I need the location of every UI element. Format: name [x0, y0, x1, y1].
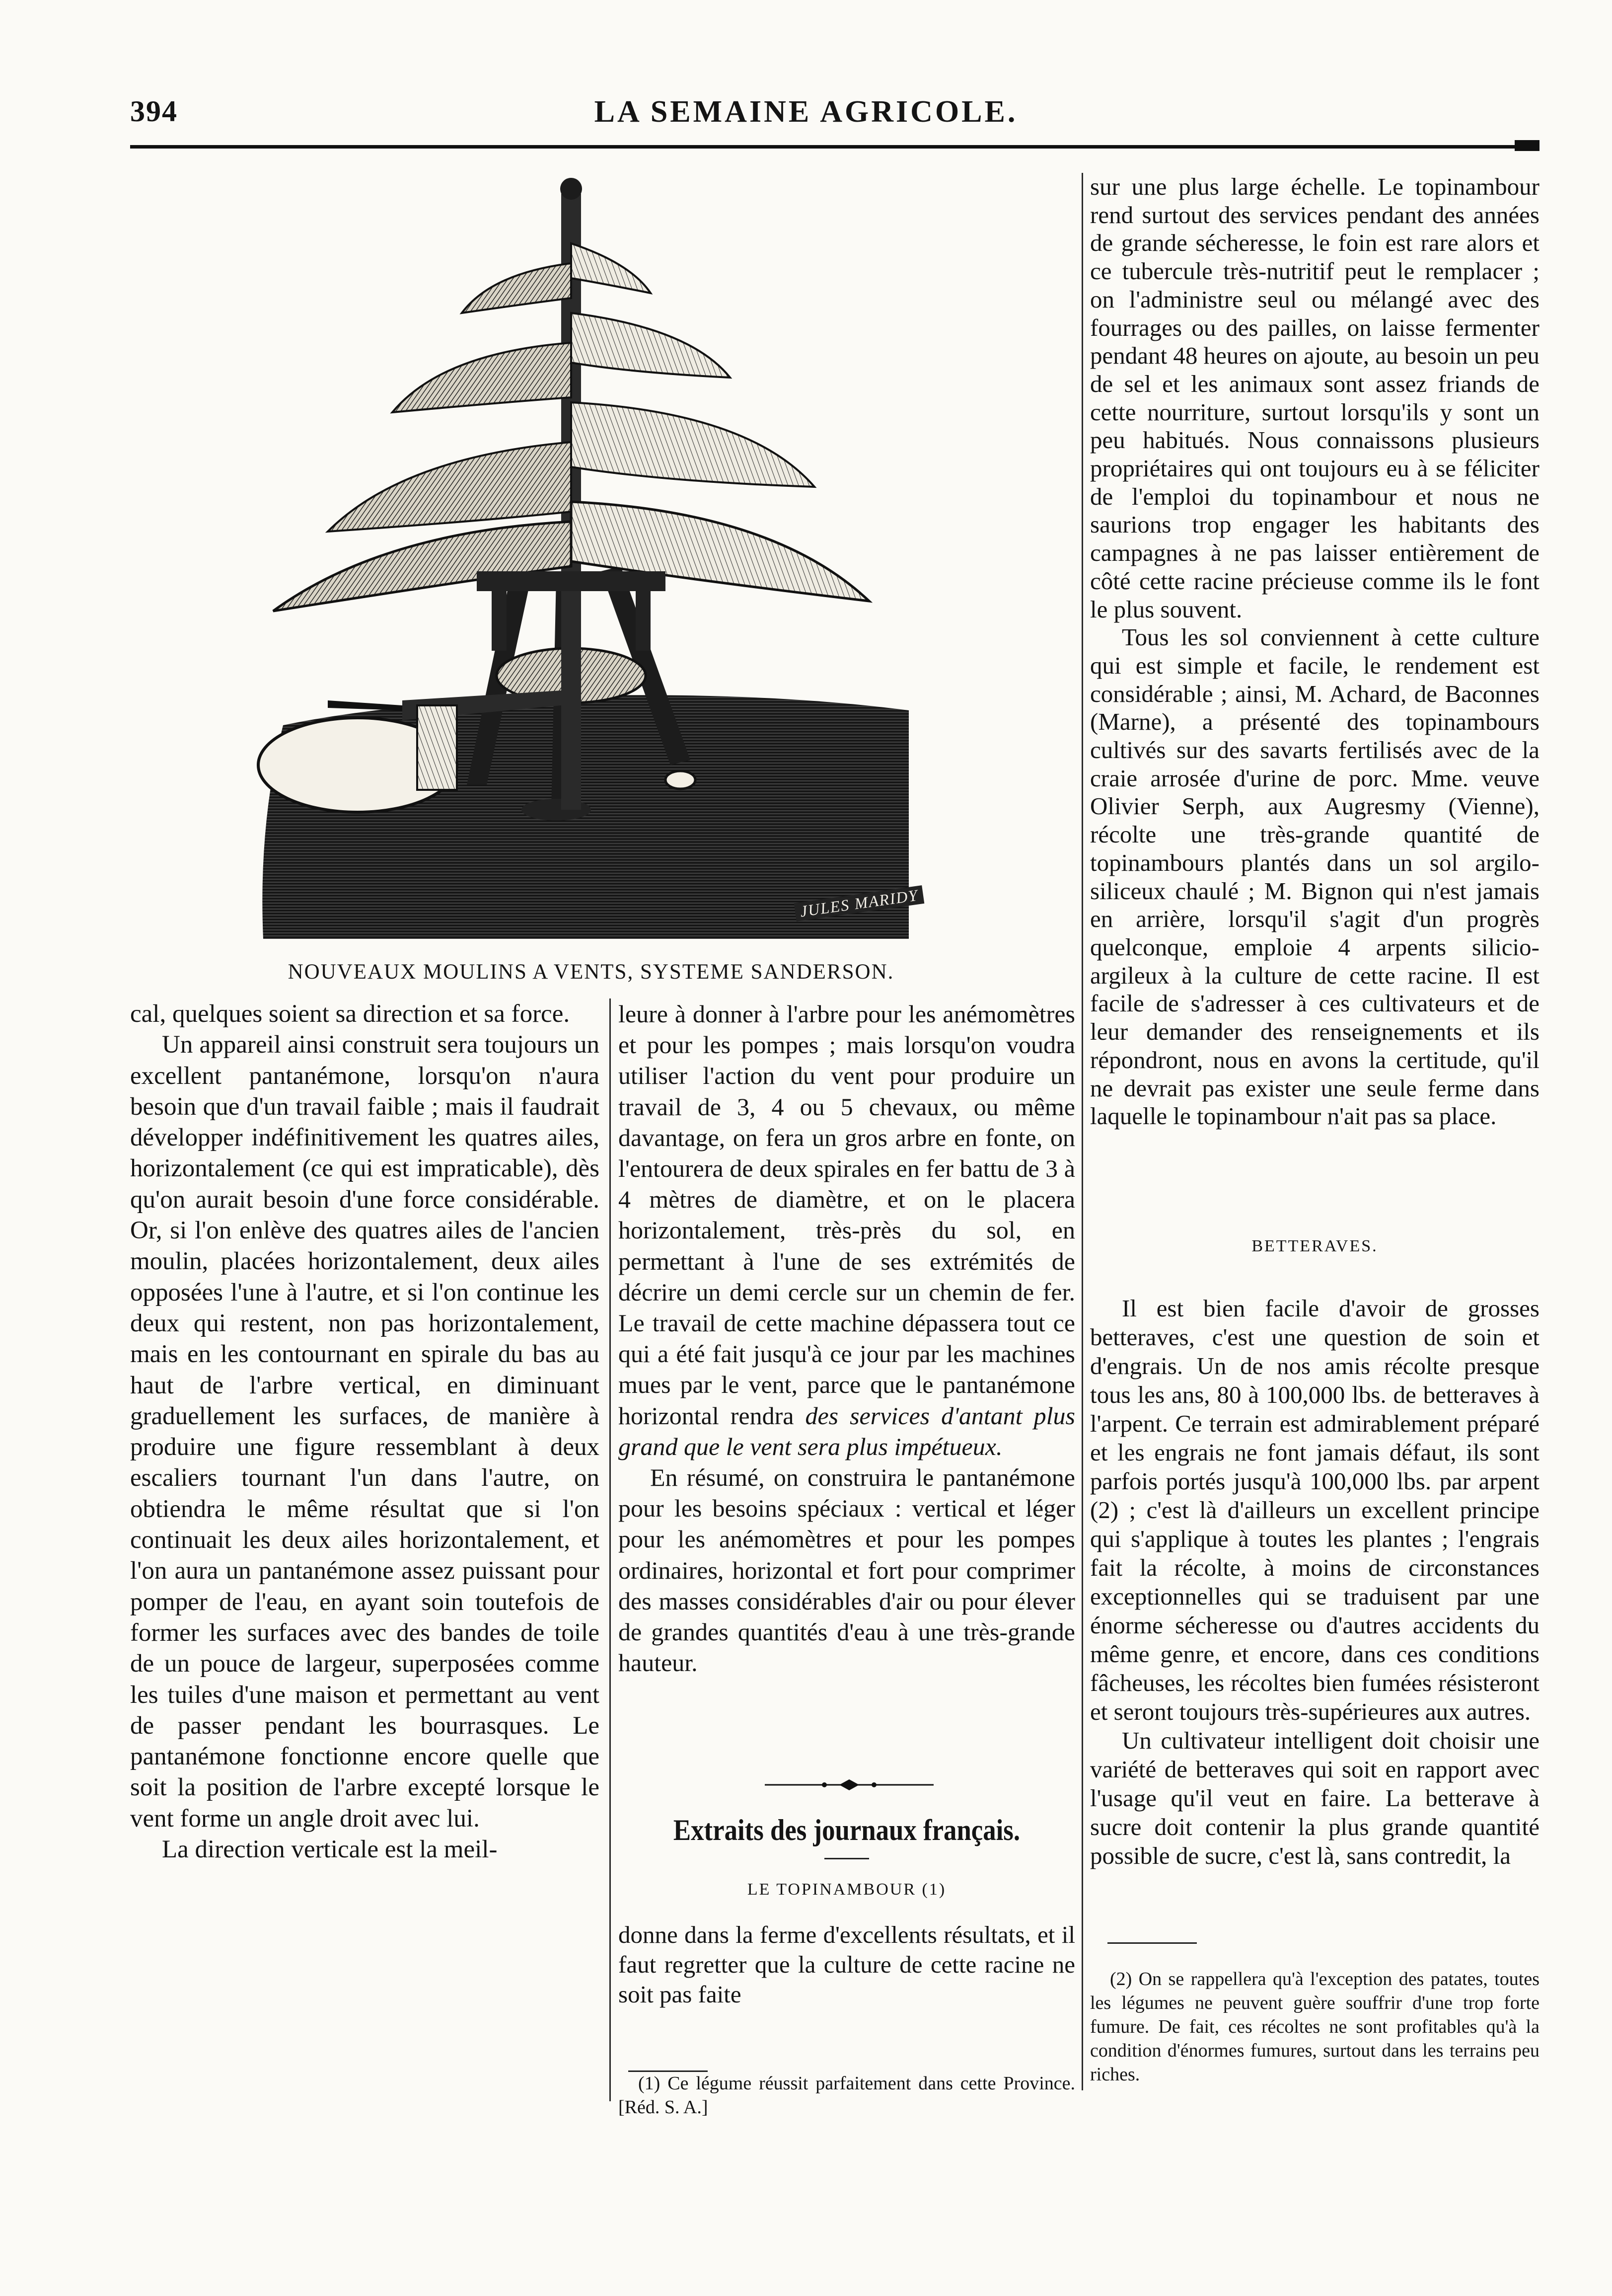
paragraph: Tous les sol conviennent à cette culture qui est simple et facile, le rendement est considérable ; ainsi, M. Achard, de Baconnes (Marne), a présenté des topinambours cultivés sur des savarts fertilisés avec de la craie arrosée d'urine de porc. Mme. veuve Olivier Serph, aux Augresmy (Vienne), récolte une très-grande quantité de topinambours plantés dans un sol argilo-siliceux chaulé ; M. Bignon qui n'est jamais en arrière, lorsqu'il s'agit d'un progrès quelconque, emploie 4 arpents silicio-argileux à la culture de cette racine. Il est facile de s'adresser à ces cultivateurs et de leur demander des renseignements et ils répondront, nous en avons la certitude, qu'il ne devrait pas exister une seule ferme dans laquelle le topinambour n'ait pas sa place.: [1090, 623, 1539, 1130]
paragraph: cal, quelques soient sa direction et sa force.: [130, 1000, 570, 1028]
footnote-ref: (1): [922, 1880, 947, 1899]
paragraph: Un appareil ainsi construit sera toujours un excellent pantanémone, lorsqu'on n'aura besoin que d'un travail faible ; mais il faudrait développer indéfinitivement les quatres ailes, horizontalement (ce qui est impraticable), dès qu'on aurait besoin d'une force considérable. Or, si l'on enlève des quatres ailes de l'ancien moulin, placées horizontalement, deux ailes opposées l'une à l'autre, et si l'on continue les deux qui restent, non pas horizontalement, mais en les contournant en spirale du bas au haut de l'arbre vertical, en diminuant graduellement les surfaces, de manière à produire une figure ressemblant à deux escaliers tournant l'un dans l'autre, on obtiendra le même résultat que si l'on continuait les deux ailes horizontalement, et l'on aura un pantanémone assez puissant pour pomper de l'eau, en ayant soin toutefois de former les surfaces avec des bandes de toile de un pouce de largeur, superposées comme les tuiles d'une maison et permettant au vent de passer pendant les bourrasques. Le pantanémone fonctionne encore quelle que soit la position de l'arbre excepté lorsque le vent forme un angle droit avec lui.: [130, 1031, 599, 1833]
paragraph: [618, 998, 1075, 1462]
column-middle: [618, 998, 1075, 1678]
article-title: [618, 1880, 1075, 1899]
footnote-rule: [1107, 1942, 1197, 1944]
windmill-engraving: [253, 164, 914, 949]
column-left: [130, 998, 599, 1865]
footnote-text: (2) On se rappellera qu'à l'exception des patates, toutes les légumes ne peuvent guère souffrir d'une trop forte fumure. De fait, ces récoltes ne sont profitables qu'à la condition d'énormes fumures, surtout dans les terrains peu riches.: [1090, 1969, 1539, 2085]
paragraph: En résumé, on construira le pantanémone pour les besoins spéciaux : vertical et léger pour les anémomètres et pour les pompes ordinaires, horizontal et fort pour comprimer des masses considérables d'air ou pour élever de grandes quantités d'eau à une très-grande hauteur.: [618, 1463, 1075, 1677]
paragraph: Un cultivateur intelligent doit choisir une variété de betteraves qui soit en rapport avec l'usage qu'il veut en faire. La betterave à sucre doit contenir la plus grande quantité possible de sucre, c'est là, sans contredit, la: [1090, 1727, 1539, 1869]
column-right: [1090, 173, 1539, 1131]
column-rule: [1082, 173, 1083, 2090]
header-rule: [130, 145, 1539, 149]
journal-title: LA SEMAINE AGRICOLE.: [594, 95, 1018, 129]
engraver-signature: JULES MARIDY: [794, 885, 925, 921]
divider: [824, 1858, 869, 1859]
section-ornament: [765, 1777, 934, 1792]
paragraph: sur une plus large échelle. Le topinambour rend surtout des services pendant des années de grande sécheresse, le foin est rare alors et ce tubercule très-nutritif peut le remplacer ; on l'administre seul ou mélangé avec des fourrages ou des pailles, on laisse fermenter pendant 48 heures on ajoute, au besoin un peu de sel et les animaux sont assez friands de cette nourriture, surtout lorsqu'ils y sont un peu habitués. Nous connaissons plusieurs propriétaires qui ont toujours eu à se féliciter de l'emploi du topinambour et nous ne saurions trop engager les habitants des campagnes à ne pas laisser entièrement de côté cette racine précieuse comme ils le font le plus souvent.: [1090, 173, 1539, 623]
paragraph: Il est bien facile d'avoir de grosses betteraves, c'est une question de soin et d'engrais. Un de nos amis récolte presque tous les ans, 80 à 100,000 lbs. de betteraves à l'arpent. Ce terrain est admirablement préparé et les engrais ne font jamais défaut, ils sont parfois portés jusqu'à 100,000 lbs. par arpent (2) ; c'est là d'ailleurs un excellent principe qui s'applique à toutes les plantes ; l'engrais fait la récolte, à moins de circonstances exceptionnelles qui se traduisent par une énorme sécheresse ou d'autres accidents du même genre, et encore, dans ces conditions fâcheuses, les récoltes bien fumées résisteront et seront toujours très-supérieures aux autres.: [1090, 1295, 1539, 1725]
footnote: [1090, 1967, 1539, 2086]
paragraph: donne dans la ferme d'excellents résultats, et il faut regretter que la culture de cette racine ne soit pas faite: [618, 1921, 1075, 2008]
column-rule: [609, 998, 611, 2101]
article-text: [618, 1920, 1075, 2009]
footnote: [618, 2071, 1075, 2119]
paragraph: La direction verticale est la meil-: [162, 1836, 498, 1864]
italic-phrase: des services d'antant plus grand que le vent sera plus impétueux.: [618, 1401, 1075, 1460]
page-number: 394: [130, 95, 178, 128]
paragraph-text: leure à donner à l'arbre pour les anémomètres et pour les pompes ; mais lorsqu'on voudra utiliser l'action du vent pour produire un travail de 3, 4 ou 5 chevaux, ou même davantage, on fera un gros arbre en fonte, on l'entourera de deux spirales en fer battu de 3 à 4 mètres de diamètre, et on le placera horizontalement, très-près du sol, en permettant à l'une de ses extrémités de décrire un demi cercle sur un chemin de fer. Le travail de cette machine dépassera tout ce qui a été fait jusqu'à ce jour par les machines mues par le vent, parce que le pantanémone horizontal rendra: [618, 1000, 1075, 1430]
column-right-continued: [1090, 1294, 1539, 1870]
figure-caption: NOUVEAUX MOULINS A VENTS, SYSTEME SANDERSON.: [288, 960, 894, 984]
article-title-text: LE TOPINAMBOUR: [747, 1880, 916, 1899]
footnote-text: (1) Ce légume réussit parfaitement dans cette Province. [Réd. S. A.]: [618, 2073, 1075, 2118]
subheading: BETTERAVES.: [1251, 1237, 1378, 1255]
section-title: Extraits des journaux français.: [673, 1814, 1021, 1846]
header-rule-ornament: [1515, 140, 1539, 151]
